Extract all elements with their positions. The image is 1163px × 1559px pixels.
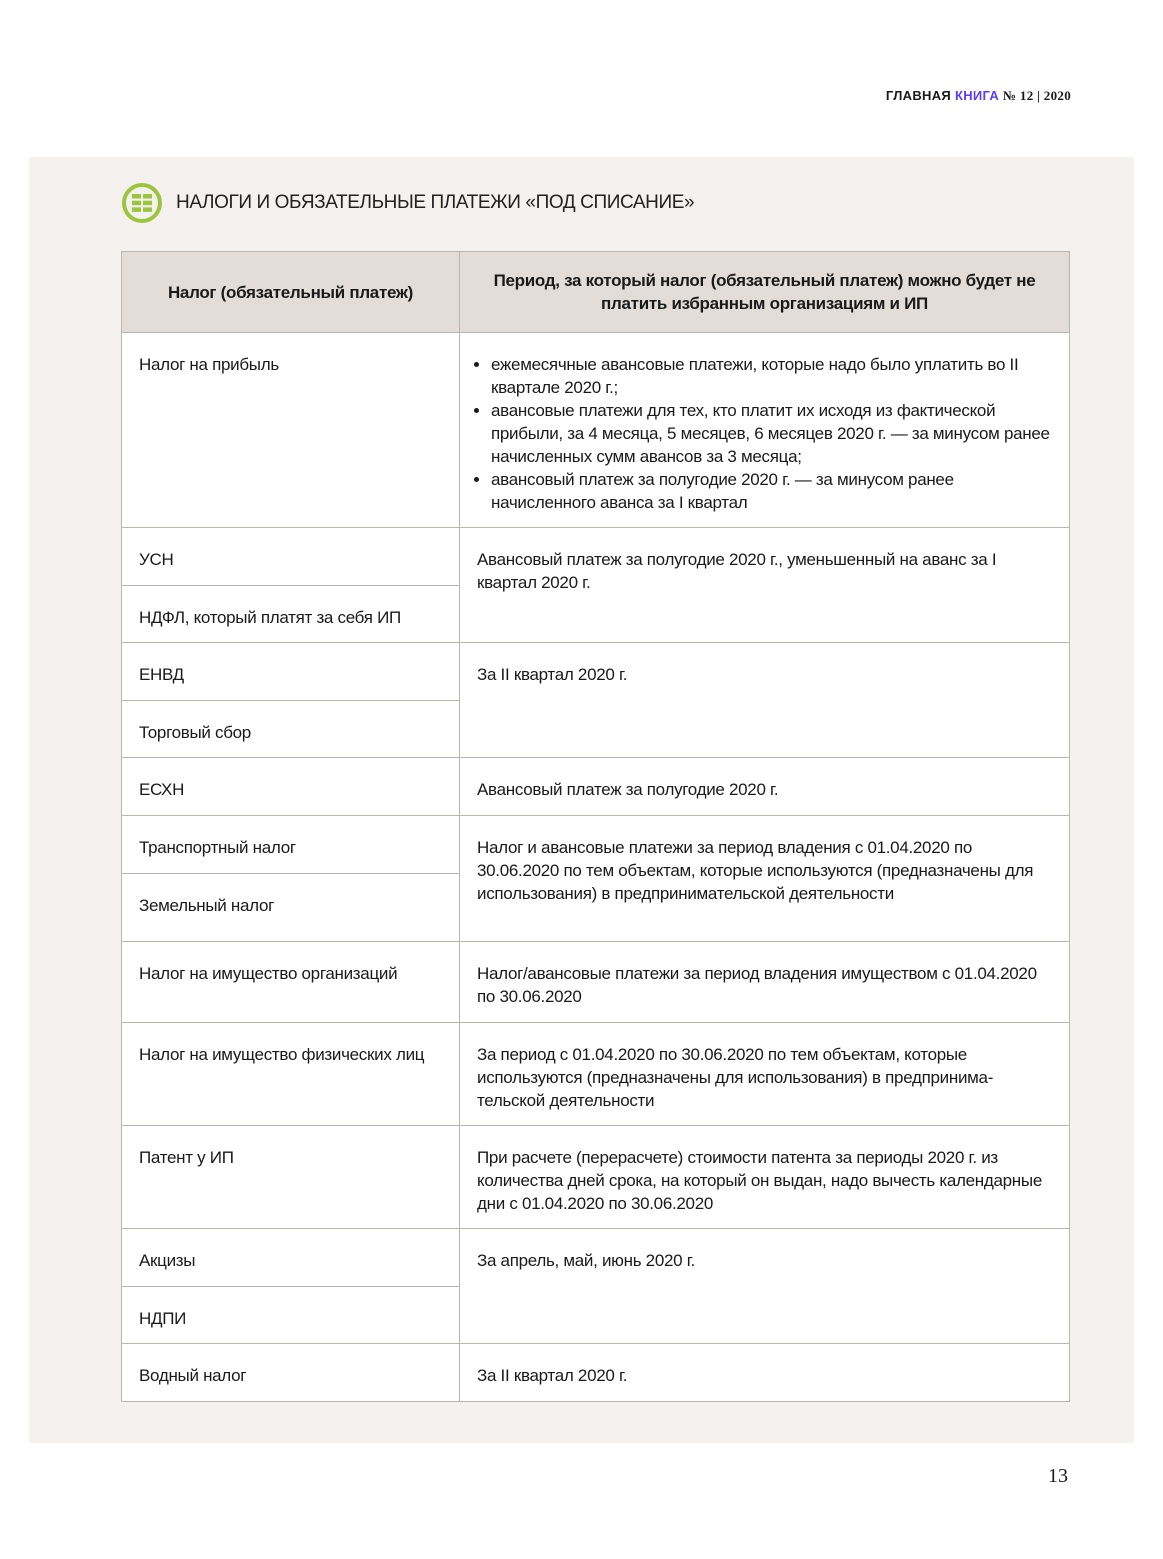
period-cell: Авансовый платеж за полугодие 2020 г.	[460, 758, 1070, 816]
table-row	[122, 816, 1070, 874]
tax-name: Налог на имущество физических лиц	[122, 1023, 460, 1126]
table-row	[122, 1229, 1070, 1287]
period-cell: Налог и авансовые платежи за период владения с 01.04.2020 по 30.06.2020 по тем объектам, которые используются (предназначены для использования) в предпринимательской деятельности	[460, 816, 1070, 942]
tax-name: ЕНВД	[122, 643, 460, 701]
tax-name: Транспортный налог	[122, 816, 460, 874]
tax-name: Налог на имущество организаций	[122, 942, 460, 1023]
brand-part2: КНИГА	[954, 88, 1000, 103]
tax-name: Акцизы	[122, 1229, 460, 1287]
table-row	[122, 528, 1070, 586]
table-header-row	[122, 252, 1070, 333]
section-title: НАЛОГИ И ОБЯЗАТЕЛЬНЫЕ ПЛАТЕЖИ «ПОД СПИСАНИЕ»	[176, 192, 695, 213]
tax-name: НДПИ	[122, 1287, 460, 1344]
table-icon	[121, 182, 163, 224]
table-row	[122, 333, 1070, 528]
tax-name: Патент у ИП	[122, 1126, 460, 1229]
page-number: 13	[1048, 1465, 1068, 1487]
tax-table	[121, 251, 1070, 1402]
tax-name: УСН	[122, 528, 460, 586]
period-cell: За период с 01.04.2020 по 30.06.2020 по тем объектам, которые используются (предназначены для использования) в предпринимательской деятельности	[460, 1023, 1070, 1126]
period-cell: Налог/авансовые платежи за период владения имуществом с 01.04.2020 по 30.06.2020	[460, 942, 1070, 1023]
tax-name: Земельный налог	[122, 874, 460, 942]
period-cell: Авансовый платеж за полугодие 2020 г., уменьшенный на аванс за I квартал 2020 г.	[460, 528, 1070, 643]
tax-name: Водный налог	[122, 1344, 460, 1402]
list-item: • авансовый платеж за полугодие 2020 г. — за минусом ранее начисленного аванса за I квартал	[491, 468, 1053, 514]
header-period: Период, за который налог (обязательный платеж) можно будет не платить избранным организациям и ИП	[460, 252, 1070, 333]
header-tax: Налог (обязательный платеж)	[122, 252, 460, 333]
issue-number: № 12 | 2020	[1003, 88, 1071, 103]
period-cell	[460, 333, 1070, 528]
list-item: • ежемесячные авансовые платежи, которые надо было уплатить во II квартале 2020 г.;	[491, 353, 1053, 399]
table-row	[122, 1023, 1070, 1126]
period-cell: За апрель, май, июнь 2020 г.	[460, 1229, 1070, 1344]
table-row	[122, 1126, 1070, 1229]
table-row	[122, 758, 1070, 816]
brand-part1: ГЛАВНАЯ	[885, 88, 952, 103]
period-cell: При расчете (перерасчете) стоимости патента за периоды 2020 г. из количества дней срока, на который он выдан, надо вычесть календарные дни с 01.04.2020 по 30.06.2020	[460, 1126, 1070, 1229]
tax-name: Налог на прибыль	[122, 333, 460, 528]
tax-name: ЕСХН	[122, 758, 460, 816]
tax-name: НДФЛ, который платят за себя ИП	[122, 586, 460, 643]
list-item: • авансовые платежи для тех, кто платит их исходя из фактической прибыли, за 4 месяца, 5 месяцев, 6 месяцев 2020 г. — за минусом ранее начисленных сумм авансов за 3 месяца;	[491, 399, 1053, 468]
section-header	[121, 182, 694, 224]
period-cell: За II квартал 2020 г.	[460, 643, 1070, 758]
table-row	[122, 942, 1070, 1023]
period-list	[477, 353, 1053, 514]
table-row	[122, 643, 1070, 701]
table-row	[122, 1344, 1070, 1402]
tax-name: Торговый сбор	[122, 701, 460, 758]
masthead	[886, 88, 1071, 104]
period-cell: За II квартал 2020 г.	[460, 1344, 1070, 1402]
